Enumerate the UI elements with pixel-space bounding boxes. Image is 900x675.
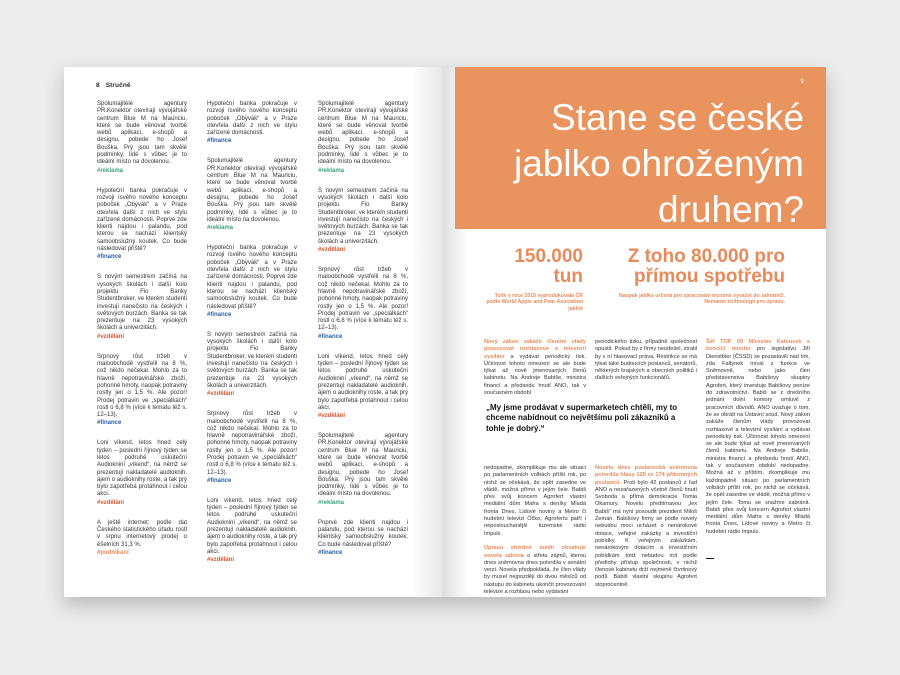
- news-text: Srpnový růst tržeb v maloobchodě vystřelil na 8 %, což nikdo nečekal. Mohlo za to hlavně nepotravinářské zboží, pohonné hmoty, naopak potraviny rostly jen o 1,5 %. Ale pozor! Prodej potravin ve „speciálkách“ rostl o 6,8 % (více k tématu též s. 12–13).: [97, 353, 187, 419]
- news-item: [207, 158, 297, 232]
- magazine-spread: [64, 67, 826, 597]
- hashtag-vzdelani: #vzdělání: [207, 391, 235, 398]
- body-text: nedopadne, zkomplikuje mu ale situaci po parlamentních volbách příští rok, po nichž se očekává, že opět zasedne ve vládě, možná přímo v jejím čele. Babiš přes svůj koncern Agrofert vlastní mediální dům Mafra s deníky Mladá fronta Dnes, Lidové noviny a Metro či hudební televizi Óčko, Agrofertu patří i neposlouchanější tuzemské rádio Impuls.: [484, 465, 586, 537]
- news-text: S novým semestrem začíná na vysokých školách i další kolo projektu Fio Banky Studentbroker, ve kterém studenti investují nanečisto na českých i světových burzách. Banka se tak prezentuje na 23 vysokých školách a univerzitách.: [207, 331, 297, 389]
- article-column-1: [484, 339, 586, 397]
- hashtag-vzdelani: #vzdělání: [318, 413, 346, 420]
- news-item: [207, 332, 297, 398]
- news-item: [97, 520, 187, 557]
- stat-number: Z toho 80.000 pro přímou spotřebu: [627, 246, 785, 287]
- news-text: Spolumajitelé agentury PR.Konektor otevírají vývojářské centrum Blue M na Mauriciu, které se bude věnovat tvorbě webů aplikací, e-shopů a designu, pobede ho Josef Bouška. Prý jsou tam skvělé podmínky, lidé s vůbec je to ideální místo na dovolenou.: [97, 101, 187, 166]
- lead-highlight: Novelu dnes poslanecká sněmovna potvrdila hlasy 125 ze 174 přítomných poslanců.: [595, 465, 697, 486]
- news-item: [97, 354, 187, 428]
- hashtag-vzdelani: #vzdělání: [97, 499, 125, 506]
- hashtag-finance: #finance: [318, 549, 343, 556]
- news-text: Loni víkend, letos hned celý týden – poslední řijnový týden se letos podruhé uskuteční Audiokniní „víkend“, na němž se prezentují nakladatelé audioknih. ájem o audioknihy roste, a tak prý bylo zapotřebá protáhnout i celou akci.: [207, 497, 297, 555]
- section-title: Stručně: [105, 82, 131, 89]
- stat-block-2: [612, 247, 785, 306]
- body-text: periodického tisku, případně společnost opustit. Pokud by z firmy neodešel, ztratil by v ní hlasovací práva. Restrikce se má týkat také budoucích poslanců, senátorů, některých krajských a obecních politiků i ďalších veřejných funkcionářů.: [595, 339, 697, 382]
- news-text: Loni víkend, letos hned celý týden – poslední řijnový týden se letos podruhé uskuteční Audiokniní „víkend“, na němž se prezentují nakladatelé audioknih. ájem o audioknihy roste, a tak prý bylo zapotřebá protáhnout i celou akci.: [97, 440, 187, 498]
- news-text: Hypoteční banka pokračuje v rozvoji ísvého nového konceptu poboček „Obývák“ a v Praze otevřela další z nich ve stylu zařízené domácnosti. Poprvé zde klienti najdou i palandu, pod kterou se nachází klientský samoobslužný koutek. Co bude následovat příště?: [97, 187, 187, 253]
- news-item: [318, 433, 408, 507]
- stat-caption: Naopak jablka určená pro zpracování musíme vyvážet do zahraničí. Nemáme technologii pro úpravu.: [618, 293, 785, 306]
- lead-highlight: Úpravu shledné médii obsahuje novela zákona: [484, 545, 586, 559]
- hashtag-vzdelani: #vzdělání: [207, 557, 235, 564]
- news-item: [207, 498, 297, 564]
- news-text: Spolumajitelé agentury PR.Konektor otevírají vývojářské centrum Blue M na Mauriciu, které se bude věnovat tvorbě webů aplikací, e-shopů a designu, pobede ho Josef Bouška. Prý jsou tam skvělé podmínky, lidé s vůbec je to ideální místo na dovolenou.: [318, 433, 408, 498]
- hashtag-podnikani: #podnikání: [97, 549, 129, 556]
- news-text: Hypoteční banka pokračuje v rozvoji ísvého nového konceptu poboček „Obývák“ a v Praze otevřela další z nich ve stylu zařízené domácnosti.: [207, 101, 297, 137]
- news-text: S novým semestrem začíná na vysokých školách i další kolo projektu Fio Banky Studentbroker, ve kterém studenti investují nanečisto na českých i světových burzách. Banka se tak prezentuje na 23 vysokých školách a univerzitách.: [97, 274, 187, 332]
- left-page: [64, 67, 442, 597]
- hashtag-reklama: #reklama: [318, 167, 345, 174]
- news-item: [97, 440, 187, 506]
- hashtag-finance: #finance: [207, 311, 232, 318]
- end-mark: [706, 558, 714, 559]
- article-column-2-lower: [595, 465, 697, 589]
- hashtag-finance: #finance: [207, 138, 232, 145]
- hashtag-finance: #finance: [318, 333, 343, 340]
- hashtag-vzdelani: #vzdělání: [318, 247, 346, 254]
- hashtag-reklama: #reklama: [318, 499, 345, 506]
- news-text: Poprvé zde klienti najdou i palandu, pod kterou se nachází klientský samoobslužný koutek. Co bude následovat příště?: [318, 519, 408, 548]
- news-item: [318, 188, 408, 254]
- news-text: Spolumajitelé agentury PR.Konektor otevírají vývojářské centrum Blue M na Mauriciu, které se bude věnovat tvorbě webů aplikací, e-shopů a designu, pobede ho Josef Bouška. Prý jsou tam skvělé podmínky, lidé s vůbec je to ideální místo na dovolenou.: [207, 158, 297, 223]
- news-item: [97, 274, 187, 340]
- right-page: [442, 67, 826, 597]
- body-text: pro legislativu Jiří Dienstbier (ČSSD) se pozastavili nad tím, zda Faltynek míval z funkce ve Sněmovně, nebo jako člen představenstva Babišovy skupiny Agrofert, který investuje Babišovy peníze do zdravotnictví. Babiš se z dnešního jednání dolní komory omluvil z pracovních důvodů. ANO uvažuje o tom, že se obrátí na Ústavní soud. Nový zákon zakáže členům vlády provozovat rozhlasové a televizní vysílání a vydávat periodický tisk. Účinnost tohoto omezení se ale bude týkat až nově jmenovaných členů kabinetu. Na Andreje Babiše, ministra financí a předsedu hnutí ANO, tak v současném období nedopadne. Možná až v příštím, zkomplikuje mu každopádně situaci po parlamentních volbách příští rok, po nichž se očekává, že opět zasedne ve vládě, možná přímo v jejím čele. Tomu se snažme zabránit. Babiš přes svůj koncern Agrofert vlastní mediální dům Mafra s deníky Mladá fronta Dnes, Lidové noviny a Metro či hudební rádio Impuls.: [706, 346, 810, 535]
- article-column-3: [706, 339, 810, 536]
- pull-quote: „My jsme prodávat v supermarketech chtěli, my to chceme nabídnout co největšímu poli zákazníků a tohle je dobrý.“: [486, 403, 678, 433]
- lead-highlight: Šéf TOP 09 Miroslav Kalousek s koncící mnoho: [706, 339, 810, 353]
- news-text: Hypoteční banka pokračuje v rozvoji ísvého nového konceptu poboček „Obývák“ a v Praze otevřela další z nich ve stylu zařízené domácnosti. Poprvé zde klienti najdou i palandu, pod kterou se nachází klientský samoobslužný koutek. Co bude následovat příště?: [207, 245, 297, 310]
- news-item: [207, 245, 297, 319]
- news-item: [318, 101, 408, 175]
- news-item: [97, 101, 187, 175]
- news-column-2: [207, 101, 297, 577]
- body-text: o střetu zájmů, kterou dnes sněmovna dnes potvrdila v senátní verzi. Novela předpokládá, že člen vlády by musel nejpozději do dvou měsíců od nástupu do kabinetu ukončit provozování televize a rozhlasu nebo vydávání: [484, 552, 586, 596]
- stat-block-1: [482, 247, 583, 312]
- news-text: Spolumajitelé agentury PR.Konektor otevírají vývojářské centrum Blue M na Mauriciu, které se bude věnovat tvorbě webů aplikací, e-shopů a designu, pobede ho Josef Bouška. Prý jsou tam skvělé podmínky, lidé s vůbec je to ideální místo na dovolenou.: [318, 101, 408, 166]
- body-text: Proti bylo 42 poslanců z řad ANO a nezařazených včetně členů hnutí Svoboda a přímá demokracie Tomia Okamury. Novelu předtímavou „lex Babiš“ má nyní posoudit prezident Miloš Zeman. Babišovy firmy se podle novely nebudou moci ucházet o nenárokové dotace, veřejné zakázky a investiční pobídky. K veřejným zakázkám, nenárokovým dotacím a investičním pobídkám totiž nebudou mít podle předlohy přístup společnosti, v nichž členové kabinetu drží nejméně čtvrtinový podíl. Babiš vlastní skupinu Agrofert stoprocentně.: [595, 479, 697, 588]
- article-title: Stane se české jablko ohroženým druhem?: [514, 97, 804, 230]
- lead-highlight: Nový zákon zakáže členům vlády provozovat rozhlasové a televizní vysílání: [484, 339, 586, 360]
- article-column-1-lower: [484, 465, 586, 596]
- hashtag-vzdelani: #vzdělání: [97, 333, 125, 340]
- title-banner: [455, 67, 826, 229]
- news-item: [207, 101, 297, 145]
- news-item: [97, 188, 187, 262]
- news-item: [207, 411, 297, 485]
- hashtag-finance: #finance: [97, 420, 122, 427]
- news-column-1: [97, 101, 187, 570]
- news-text: Srpnový růst tržeb v maloobchodě vystřelil na 8 %, což nikdo nečekal. Mohlo za to hlavně nepotravinářské zboží, pohonné hmoty, naopak potraviny rostly jen o 1,5 %. Ale pozor! Prodej potravin ve „speciálkách“ rostl o 6,8 % (více k tématu též s. 12–13).: [318, 267, 408, 332]
- news-column-3: [318, 101, 408, 570]
- hashtag-finance: #finance: [207, 477, 232, 484]
- hashtag-reklama: #reklama: [207, 225, 234, 232]
- page-header: [96, 82, 137, 89]
- page-number: 8: [96, 82, 100, 89]
- stat-caption: Tolik v roce 2015 vyprodukovala ČR podle World Apple and Pear Asociation jablek: [486, 293, 583, 312]
- page-number: 9: [800, 79, 804, 85]
- body-text: a vydávat periodický tisk. Účinnost tohoto omezení se ale bude týkat až nově jmenovaných členů kabinetu. Na Andreje Babiše, ministra financí a předsedu hnutí ANO, tak v současném období: [484, 353, 586, 397]
- news-item: [318, 267, 408, 341]
- stat-number: 150.000 tun: [514, 246, 583, 287]
- article-column-2: [595, 339, 697, 383]
- hashtag-finance: #finance: [97, 254, 122, 261]
- news-text: Loni víkend, letos hned celý týden – poslední řijnový týden se letos podruhé uskuteční Audiokniní „víkend“, na němž se prezentují nakladatelé audioknih. ájem o audioknihy roste, a tak prý bylo zapotřebá protáhnout i celou akci.: [318, 353, 408, 411]
- news-text: Srpnový růst tržeb v maloobchodě vystřelil na 8 %, což nikdo nečekal. Mohlo za to hlavně nepotravinářské zboží, pohonné hmoty, naopak potraviny rostly jen o 1,5 %. Ale pozor! Prodej potravin ve „speciálkách“ rostl o 6,8 % (více k tématu též s. 12–13).: [207, 411, 297, 476]
- news-item: [318, 354, 408, 420]
- news-text: A ještě internet: podle dat Českého statistického úřadu rostl v srpnu internetový prodej o ěšelních 31,3 %.: [97, 519, 187, 548]
- news-item: [318, 520, 408, 557]
- hashtag-reklama: #reklama: [97, 167, 124, 174]
- news-text: S novým semestrem začíná na vysokých školách i další kolo projektu Fio Banky Studentbroker, ve kterém studenti investují nanečisto na českých i světových burzách. Banka se tak prezentuje na 23 vysokých školách a univerzitách.: [318, 187, 408, 245]
